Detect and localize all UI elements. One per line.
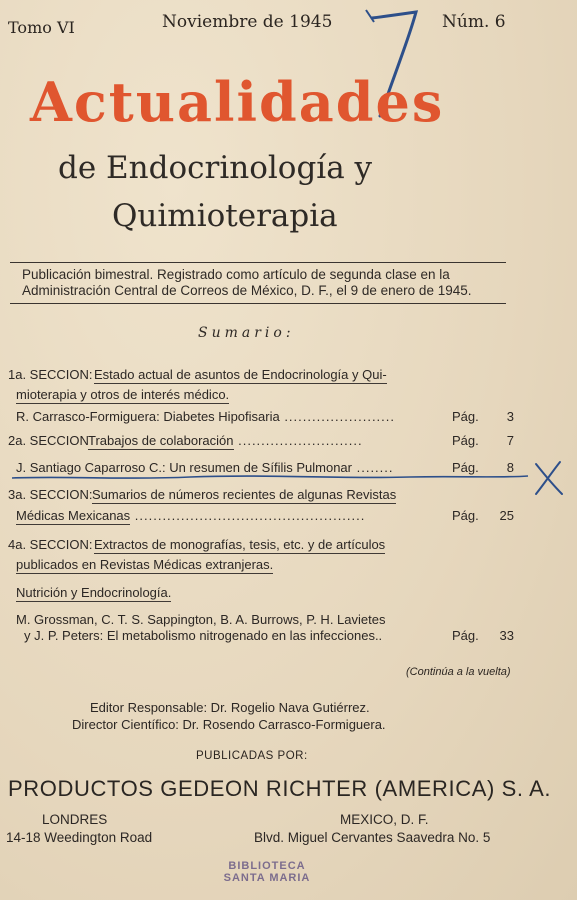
continua-note: (Continúa a la vuelta): [406, 666, 511, 678]
publication-note-line1: Publicación bimestral. Registrado como artículo de segunda clase en la: [22, 267, 450, 282]
section4-entry-a: M. Grossman, C. T. S. Sappington, B. A. Burrows, P. H. Lavietes: [16, 612, 386, 627]
publisher-name: PRODUCTOS GEDEON RICHTER (AMERICA) S. A.: [8, 776, 552, 801]
sumario-heading: Sumario:: [198, 325, 295, 341]
section3-pag-label: Pág.: [452, 508, 479, 523]
section3-page: 25: [499, 508, 514, 523]
section2-entry-page: 8: [506, 460, 514, 475]
section4-pag-label: Pág.: [452, 628, 479, 643]
section2-pag-label: Pág.: [452, 433, 479, 448]
section1-label: 1a. SECCION:: [8, 367, 93, 382]
section4-page: 33: [499, 628, 514, 643]
address-right-street: Blvd. Miguel Cervantes Saavedra No. 5: [254, 830, 491, 845]
section4-title-a: Extractos de monografías, tesis, etc. y de artículos: [94, 537, 386, 552]
handwritten-cross-mark: [532, 458, 566, 498]
section4-entry-b: y J. P. Peters: El metabolismo nitrogenado en las infecciones..: [24, 628, 383, 643]
rule-bottom: [10, 303, 506, 304]
address-right-city: MEXICO, D. F.: [340, 812, 429, 827]
volume-label: Tomo VI: [8, 18, 75, 37]
rule-top: [10, 262, 506, 263]
section2-entry-pag-label: Pág.: [452, 460, 479, 475]
journal-subtitle-line2: Quimioterapia: [112, 198, 338, 234]
address-left-city: LONDRES: [42, 812, 108, 827]
stamp-line2: SANTA MARIA: [223, 872, 311, 884]
section1-title-a: Estado actual de asuntos de Endocrinología y Qui-: [94, 367, 387, 382]
stamp-line1: BIBLIOTECA: [228, 860, 306, 872]
section2-page: 7: [506, 433, 514, 448]
section2-entry: J. Santiago Caparroso C.: Un resumen de Sífilis Pulmonar ........: [16, 460, 394, 475]
handwritten-underline: [10, 470, 530, 484]
section3-title-a: Sumarios de números recientes de algunas Revistas: [92, 487, 397, 502]
section2-title: Trabajos de colaboración ...........................: [88, 433, 363, 448]
publicadas-label: PUBLICADAS POR:: [196, 750, 308, 762]
section4-label: 4a. SECCION:: [8, 537, 93, 552]
journal-subtitle-line1: de Endocrinología y: [58, 150, 373, 186]
director-line: Director Científico: Dr. Rosendo Carrasco-Formiguera.: [72, 717, 386, 732]
section4-title-b: publicados en Revistas Médicas extranjeras.: [16, 557, 274, 572]
address-left-street: 14-18 Weedington Road: [6, 830, 153, 845]
section1-title-b: mioterapia y otros de interés médico.: [16, 387, 230, 402]
section3-title-b: Médicas Mexicanas ..................................................: [16, 508, 366, 523]
section1-pag-label: Pág.: [452, 409, 479, 424]
library-stamp: [212, 860, 322, 900]
section1-page: 3: [506, 409, 514, 424]
journal-title: Actualidades: [30, 70, 445, 134]
issue-date: Noviembre de 1945: [162, 12, 333, 32]
section4-subheading: Nutrición y Endocrinología.: [16, 585, 172, 600]
publication-note-line2: Administración Central de Correos de México, D. F., el 9 de enero de 1945.: [22, 283, 472, 298]
editor-line: Editor Responsable: Dr. Rogelio Nava Gutiérrez.: [90, 700, 370, 715]
section3-label: 3a. SECCION:: [8, 487, 93, 502]
section2-label: 2a. SECCION: [8, 433, 89, 448]
section1-entry: R. Carrasco-Formiguera: Diabetes Hipofisaria ........................: [16, 409, 395, 424]
issue-number: Núm. 6: [442, 12, 506, 32]
